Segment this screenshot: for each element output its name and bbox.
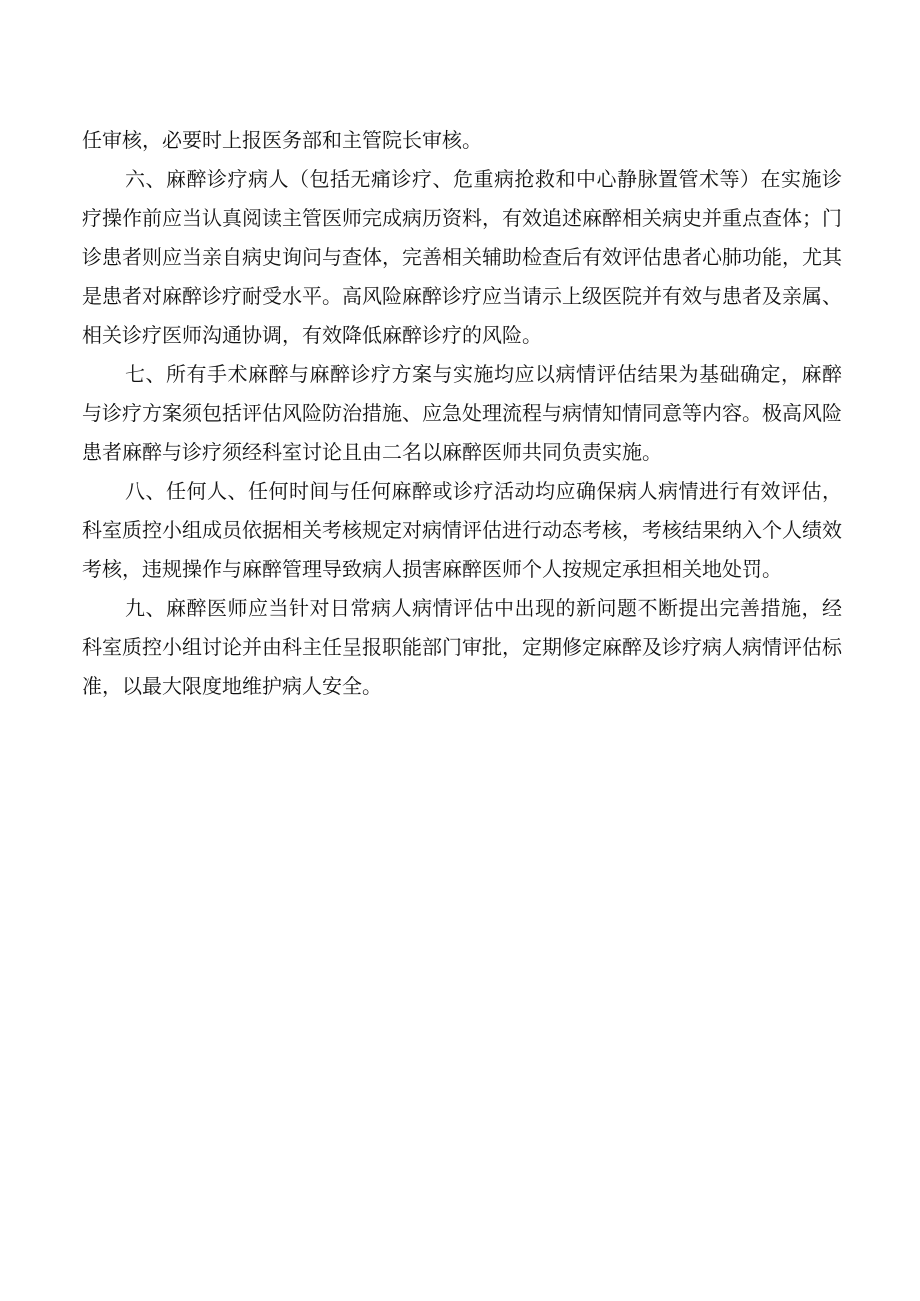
paragraph-item-9: 九、麻醉医师应当针对日常病人病情评估中出现的新问题不断提出完善措施，经科室质控小组讨论并由科主任呈报职能部门审批，定期修定麻醉及诊疗病人病情评估标准，以最大限度地维护病人安全。	[82, 596, 842, 698]
document-body	[82, 121, 842, 706]
paragraph-item-8: 八、任何人、任何时间与任何麻醉或诊疗活动均应确保病人病情进行有效评估，科室质控小组成员依据相关考核规定对病情评估进行动态考核，考核结果纳入个人绩效考核，违规操作与麻醉管理导致病人损害麻醉医师个人按规定承担相关地处罚。	[82, 479, 842, 581]
paragraph-item-6: 六、麻醉诊疗病人（包括无痛诊疗、危重病抢救和中心静脉置管术等）在实施诊疗操作前应当认真阅读主管医师完成病历资料，有效追述麻醉相关病史并重点查体；门诊患者则应当亲自病史询问与查体，完善相关辅助检查后有效评估患者心肺功能，尤其是患者对麻醉诊疗耐受水平。高风险麻醉诊疗应当请示上级医院并有效与患者及亲属、相关诊疗医师沟通协调，有效降低麻醉诊疗的风险。	[82, 167, 842, 347]
paragraph-item-7: 七、所有手术麻醉与麻醉诊疗方案与实施均应以病情评估结果为基础确定，麻醉与诊疗方案须包括评估风险防治措施、应急处理流程与病情知情同意等内容。极高风险患者麻醉与诊疗须经科室讨论且由二名以麻醉医师共同负责实施。	[82, 362, 842, 464]
paragraph-continuation: 任审核，必要时上报医务部和主管院长审核。	[82, 128, 482, 152]
